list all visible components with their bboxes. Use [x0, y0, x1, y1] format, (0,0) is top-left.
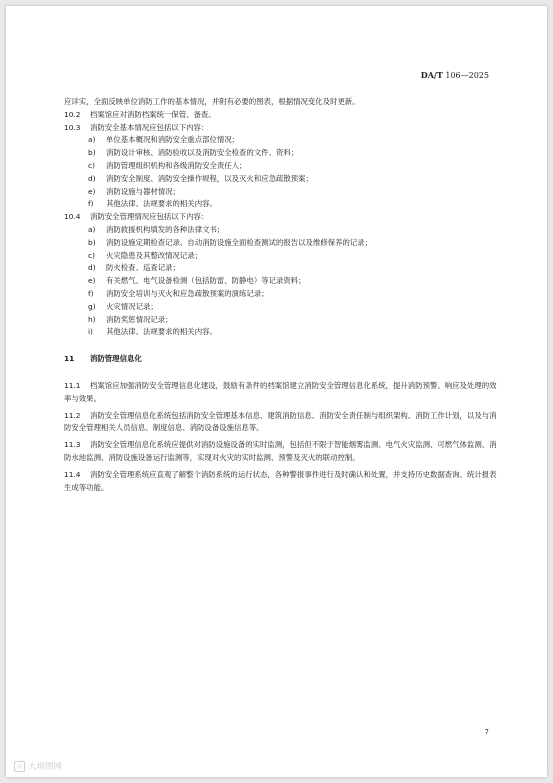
section-title: 消防管理信息化 [90, 354, 142, 364]
standard-number: 106—2025 [445, 71, 489, 80]
clause-text: 消防安全管理信息化系统包括消防安全管理基本信息、建筑消防信息、消防安全责任制与组织架构、消防工作计划，以及与消防安全管理相关人员信息、制度信息、消防设备设施信息等。 [64, 410, 497, 433]
list-item: h) 消防奖惩情况记录； [88, 314, 173, 324]
clause-10-4 [64, 211, 499, 224]
clause-10-3 [64, 122, 499, 135]
clause-text: 档案馆应加强消防安全管理信息化建设，鼓励有条件的档案馆建立消防安全管理信息化系统，提升消防预警、响应及处理的效率与效果。 [64, 380, 497, 403]
list-item: g) 火灾情况记录； [88, 301, 158, 311]
list-item: a) 消防救援机构填发的各种法律文书； [88, 224, 225, 234]
list-item: f) 消防安全培训与灭火和应急疏散预案的演练记录； [88, 288, 269, 298]
clause-number: 11.3 [64, 440, 81, 450]
list-item: b) 消防设计审核、消防验收以及消防安全检查的文件、资料； [88, 148, 299, 158]
clause-10-2 [64, 109, 499, 122]
intro-line: 应详实，全面反映单位消防工作的基本情况，并附有必要的图表，根据情况变化及时更新。 [64, 97, 360, 106]
document-page [6, 6, 547, 777]
list-item: b) 消防设施定期检查记录、自动消防设施全面检查测试的报告以及维修保养的记录； [88, 237, 373, 247]
clause-text: 消防安全基本情况应包括以下内容： [90, 122, 209, 132]
watermark-logo-icon: ◎ [14, 761, 25, 772]
clause-text: 消防安全管理系统应直观了解整个消防系统的运行状态，各种警报事件进行及时确认和处置，并支持历史数据查询、统计报表生成等功能。 [64, 469, 497, 492]
section-number: 11 [64, 354, 75, 364]
watermark-text: 大坝图网 [28, 762, 63, 772]
clause-number: 11.4 [64, 469, 81, 479]
clause-11-1 [64, 380, 499, 406]
list-item: f) 其他法律、法规要求的相关内容。 [88, 199, 217, 209]
clause-number: 10.3 [64, 122, 81, 132]
list-item: e) 消防设施与器材情况； [88, 186, 180, 196]
list-item: d) 消防安全制度、消防安全操作规程，以及灭火和应急疏散预案； [88, 173, 313, 183]
watermark [14, 760, 62, 772]
clause-text: 消防安全管理信息化系统应提供对消防设施设备的实时监测，包括但不限于智能烟雾监测、电气火灾监测、可燃气体监测、消防水池监测、消防设施设备运行监测等，实现对火灾的实时监测、预警及灭火的联动控制。 [64, 440, 497, 462]
list-item: c) 火灾隐患及其整改情况记录； [88, 250, 203, 260]
list-item: a) 单位基本概况和消防安全重点部位情况； [88, 135, 240, 145]
clause-11-3 [64, 439, 499, 465]
list-item: c) 消防管理组织机构和各级消防安全责任人； [88, 160, 247, 170]
section-heading-11 [64, 353, 499, 366]
list-item: e) 有关燃气、电气设备检测（包括防雷、防静电）等记录资料； [88, 276, 306, 286]
clause-11-4 [64, 469, 499, 495]
clause-text: 档案馆应对消防档案统一保管、备查。 [90, 109, 216, 119]
list-item: i) 其他法律、法规要求的相关内容。 [88, 327, 217, 337]
page-number: 7 [484, 728, 489, 736]
standard-code [421, 70, 489, 80]
clause-number: 10.2 [64, 109, 81, 119]
clause-text: 消防安全管理情况应包括以下内容： [90, 212, 209, 222]
page-content [64, 96, 499, 494]
clause-number: 11.1 [64, 380, 81, 390]
clause-number: 11.2 [64, 410, 81, 420]
list-item: d) 防火检查、巡查记录； [88, 263, 180, 273]
clause-number: 10.4 [64, 212, 81, 222]
standard-prefix: DA/T [420, 70, 443, 80]
clause-11-2 [64, 410, 499, 436]
